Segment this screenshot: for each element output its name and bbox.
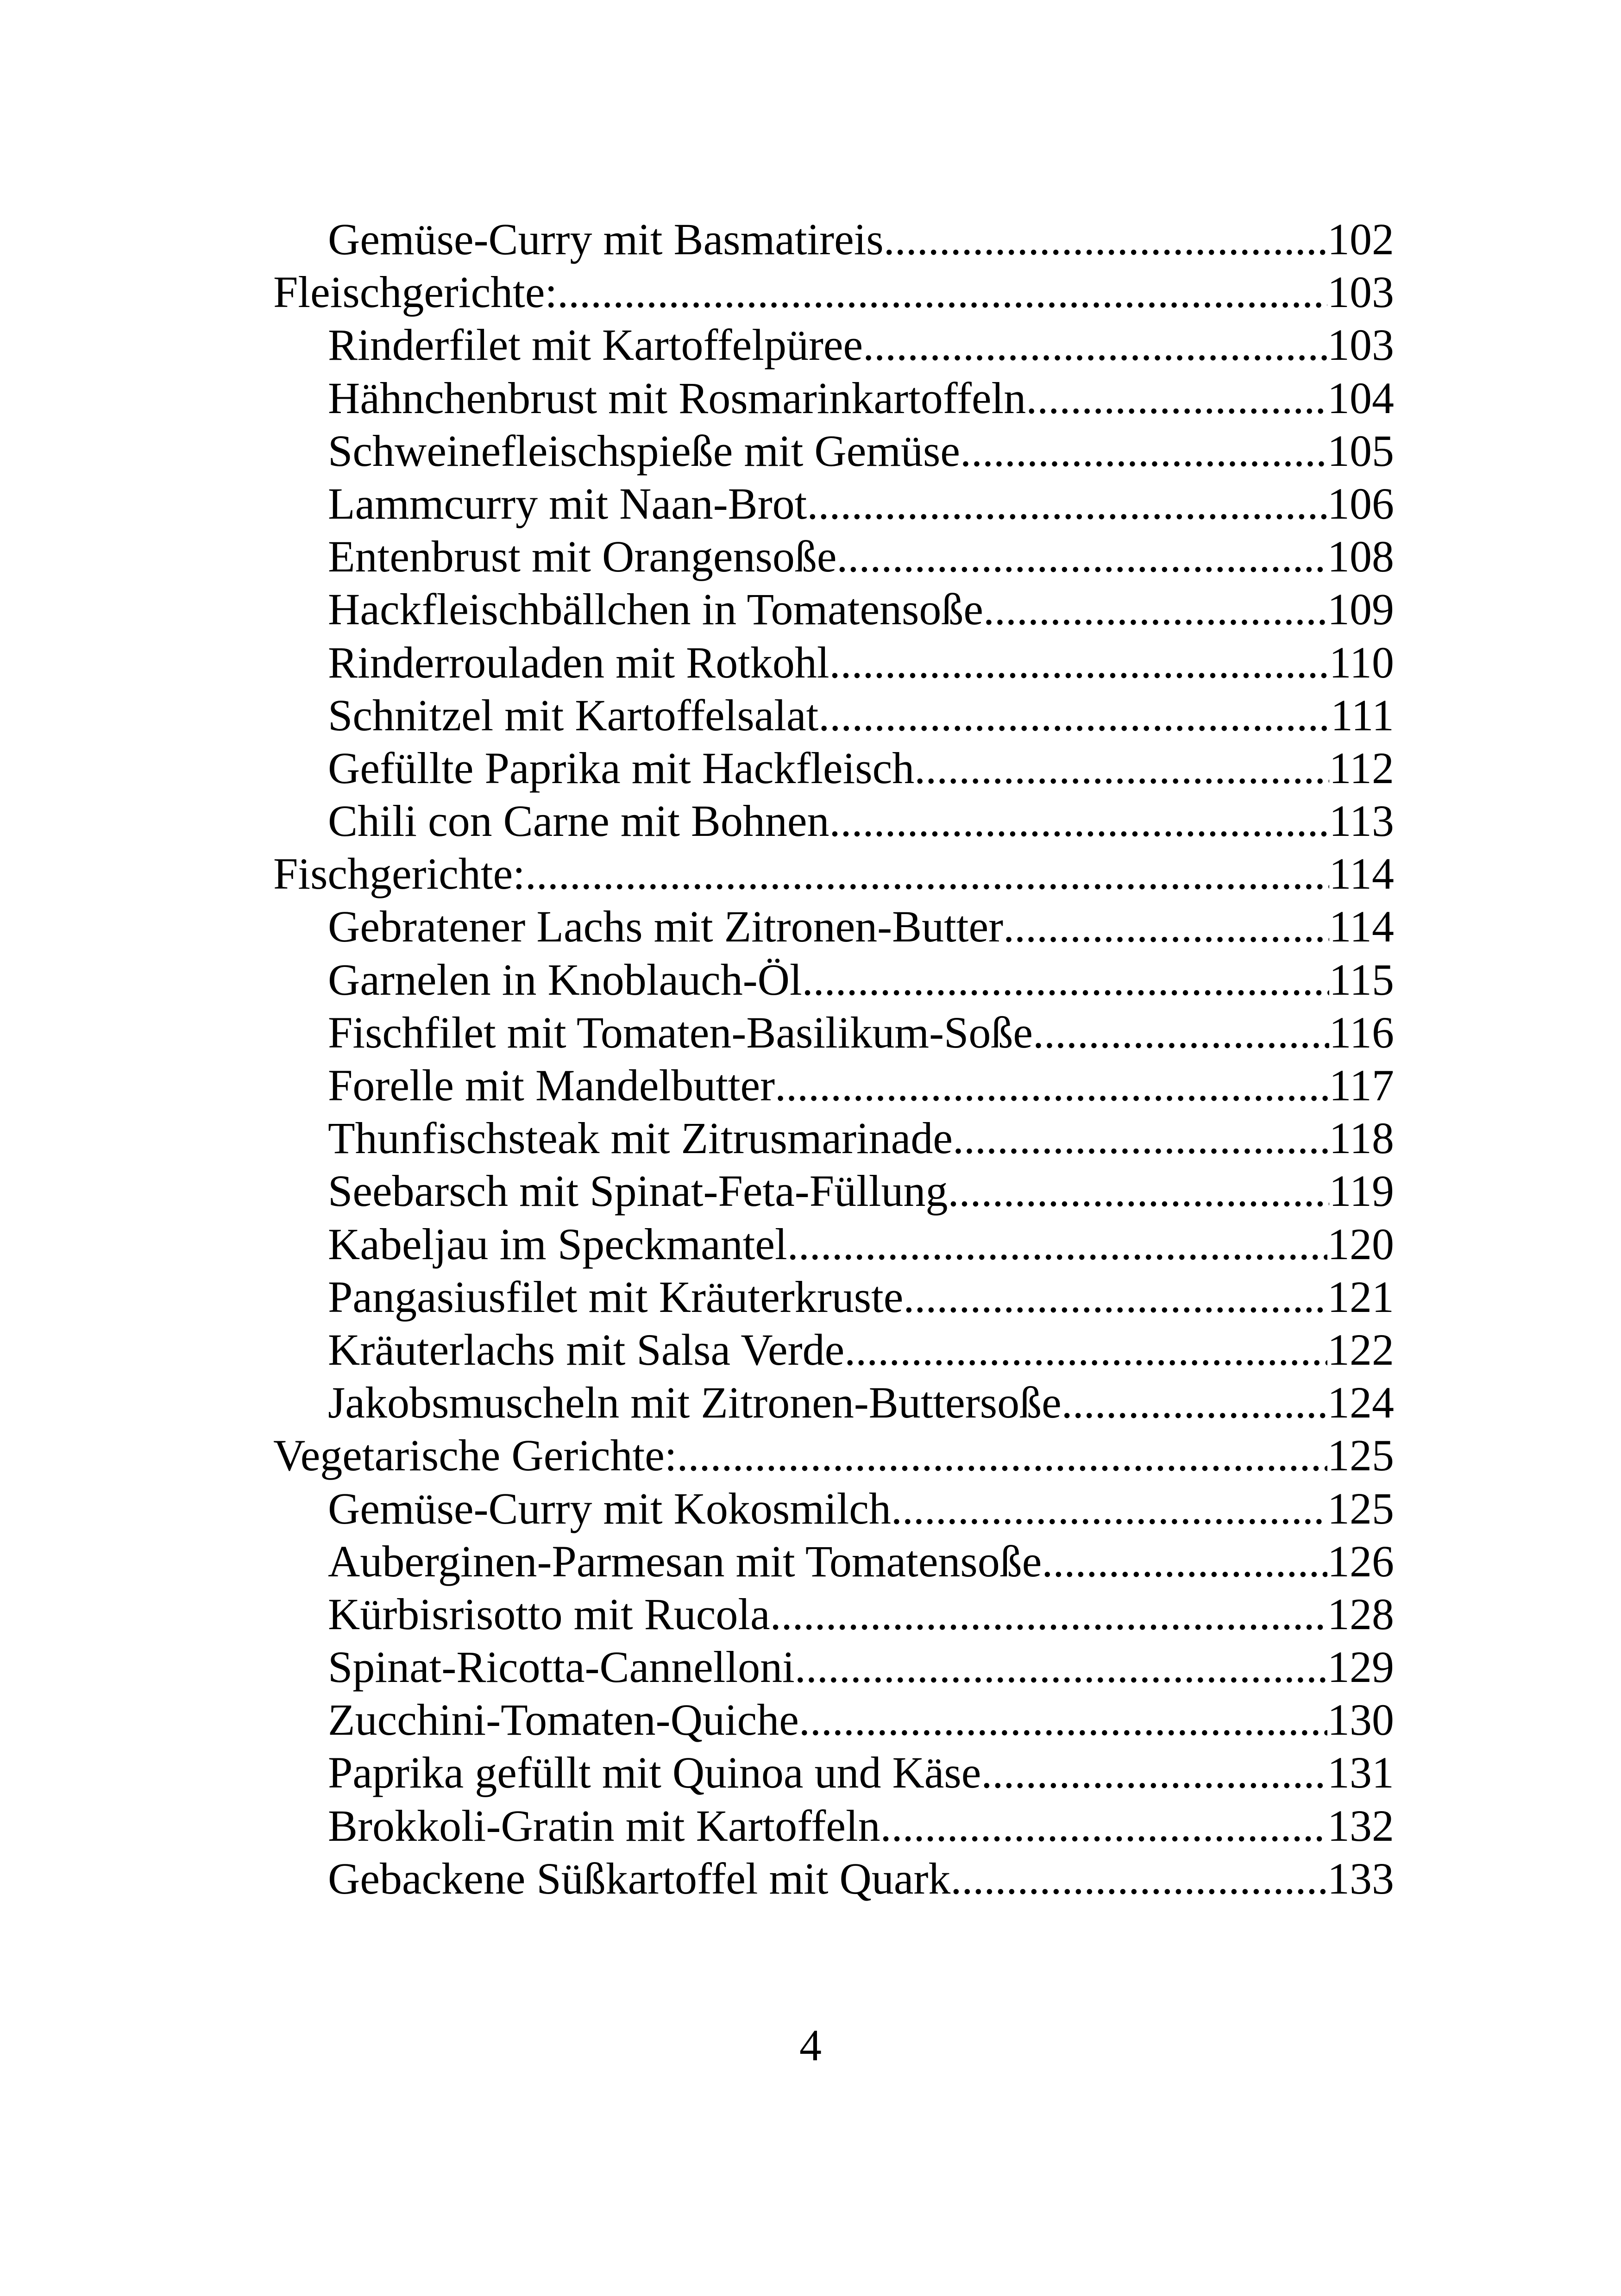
toc-entry <box>273 1482 1394 1535</box>
toc-entry-page: 117 <box>1329 1060 1394 1110</box>
toc-entry-title: Hackfleischbällchen in Tomatensoße <box>328 584 984 634</box>
toc-entry-page: 106 <box>1327 478 1394 528</box>
toc-dot-leader <box>836 530 1327 583</box>
toc-entry <box>273 1112 1394 1165</box>
toc-entry-page: 112 <box>1329 743 1394 793</box>
toc-entry-title: Brokkoli-Gratin mit Kartoffeln <box>328 1800 880 1851</box>
toc-entry <box>273 1535 1394 1588</box>
toc-entry-title: Kürbisrisotto mit Rucola <box>328 1589 770 1639</box>
toc-entry-page: 118 <box>1329 1113 1394 1163</box>
toc-entry-title: Fleischgerichte: <box>273 267 558 317</box>
toc-entry-page: 114 <box>1329 849 1394 899</box>
toc-entry-page: 114 <box>1329 902 1394 952</box>
toc-entry-page: 103 <box>1327 267 1394 317</box>
toc-entry-title: Forelle mit Mandelbutter <box>328 1060 775 1110</box>
toc-entry-page: 102 <box>1327 214 1394 264</box>
toc-dot-leader <box>884 213 1327 266</box>
toc-entry-title: Kräuterlachs mit Salsa Verde <box>328 1324 845 1374</box>
toc-entry-page: 124 <box>1327 1378 1394 1428</box>
toc-entry-title: Garnelen in Knoblauch-Öl <box>328 954 802 1004</box>
toc-entry <box>273 1641 1394 1694</box>
toc-entry <box>273 1694 1394 1746</box>
toc-dot-leader <box>914 742 1329 795</box>
toc-entry-title: Fischgerichte: <box>273 849 525 899</box>
toc-entry-page: 108 <box>1327 532 1394 582</box>
toc-entry <box>273 1006 1394 1059</box>
toc-entry <box>273 1059 1394 1112</box>
toc-entry <box>273 477 1394 530</box>
toc-section-entry <box>273 847 1394 900</box>
toc-entry-page: 119 <box>1329 1166 1394 1216</box>
toc-dot-leader <box>950 1852 1327 1905</box>
toc-dot-leader <box>891 1482 1327 1535</box>
toc-dot-leader <box>903 1271 1327 1324</box>
toc-entry-page: 128 <box>1327 1589 1394 1639</box>
toc-entry <box>273 689 1394 742</box>
page-number: 4 <box>799 2020 822 2070</box>
toc-entry-title: Entenbrust mit Orangensoße <box>328 532 837 582</box>
toc-entry <box>273 1271 1394 1324</box>
toc-entry <box>273 795 1394 847</box>
toc-entry <box>273 425 1394 477</box>
toc-entry <box>273 1588 1394 1641</box>
toc-entry-title: Pangasiusfilet mit Kräuterkruste <box>328 1272 904 1322</box>
toc-entry-page: 130 <box>1327 1695 1394 1745</box>
toc-entry-page: 120 <box>1327 1219 1394 1269</box>
toc-dot-leader <box>770 1588 1327 1641</box>
toc-dot-leader <box>1062 1376 1327 1429</box>
toc-entry <box>273 636 1394 689</box>
toc-entry <box>273 583 1394 636</box>
toc-entry-title: Rinderrouladen mit Rotkohl <box>328 637 829 687</box>
toc-entry-page: 129 <box>1327 1642 1394 1692</box>
toc-entry-page: 103 <box>1327 320 1394 370</box>
toc-entry-title: Vegetarische Gerichte: <box>273 1430 677 1480</box>
toc-section-entry <box>273 1429 1394 1482</box>
toc-entry <box>273 319 1394 371</box>
toc-dot-leader <box>802 954 1329 1006</box>
toc-entry-page: 121 <box>1327 1272 1394 1322</box>
toc-dot-leader <box>557 266 1327 319</box>
toc-entry-title: Gemüse-Curry mit Kokosmilch <box>328 1483 891 1533</box>
toc-entry-page: 110 <box>1329 637 1394 687</box>
toc-dot-leader <box>844 1324 1327 1376</box>
toc-entry-title: Lammcurry mit Naan-Brot <box>328 478 807 528</box>
toc-entry-title: Kabeljau im Speckmantel <box>328 1219 787 1269</box>
toc-entry-title: Gebratener Lachs mit Zitronen-Butter <box>328 902 1004 952</box>
toc-entry-page: 125 <box>1327 1430 1394 1480</box>
toc-entry-title: Chili con Carne mit Bohnen <box>328 796 829 846</box>
toc-dot-leader <box>1003 900 1329 953</box>
toc-entry-title: Seebarsch mit Spinat-Feta-Füllung <box>328 1166 948 1216</box>
toc-entry-page: 133 <box>1327 1853 1394 1903</box>
toc-entry-title: Jakobsmuscheln mit Zitronen-Buttersoße <box>328 1378 1062 1428</box>
toc-entry <box>273 742 1394 795</box>
toc-entry-page: 115 <box>1329 954 1394 1004</box>
toc-entry-page: 125 <box>1327 1483 1394 1533</box>
toc-entry-title: Zucchini-Tomaten-Quiche <box>328 1695 799 1745</box>
toc-entry-title: Schnitzel mit Kartoffelsalat <box>328 690 819 740</box>
toc-entry <box>273 1165 1394 1217</box>
toc-entry-title: Auberginen-Parmesan mit Tomatensoße <box>328 1536 1042 1586</box>
toc-entry-page: 132 <box>1327 1800 1394 1851</box>
toc-entry <box>273 954 1394 1006</box>
toc-dot-leader <box>1042 1535 1327 1588</box>
toc-dot-leader <box>948 1165 1329 1217</box>
toc-entry-title: Thunfischsteak mit Zitrusmarinade <box>328 1113 953 1163</box>
toc-entry-page: 131 <box>1327 1748 1394 1798</box>
toc-dot-leader <box>677 1429 1327 1482</box>
toc-dot-leader <box>807 477 1327 530</box>
toc-dot-leader <box>1026 372 1327 425</box>
toc-entry-title: Gebackene Süßkartoffel mit Quark <box>328 1853 951 1903</box>
toc-section-entry <box>273 266 1394 319</box>
toc-entry-title: Spinat-Ricotta-Cannelloni <box>328 1642 795 1692</box>
toc-dot-leader <box>795 1641 1327 1694</box>
toc-dot-leader <box>525 847 1329 900</box>
toc-entry-page: 105 <box>1327 426 1394 476</box>
toc-entry-page: 122 <box>1327 1324 1394 1374</box>
toc-entry <box>273 1852 1394 1905</box>
toc-entry <box>273 1746 1394 1799</box>
table-of-contents <box>273 213 1394 1905</box>
toc-entry-title: Gefüllte Paprika mit Hackfleisch <box>328 743 915 793</box>
toc-dot-leader <box>829 795 1329 847</box>
toc-dot-leader <box>863 319 1327 371</box>
toc-dot-leader <box>953 1112 1329 1165</box>
toc-dot-leader <box>829 636 1329 689</box>
toc-dot-leader <box>818 689 1331 742</box>
toc-entry <box>273 1218 1394 1271</box>
toc-dot-leader <box>1033 1006 1329 1059</box>
toc-entry <box>273 1324 1394 1376</box>
toc-entry <box>273 1800 1394 1852</box>
toc-dot-leader <box>960 425 1327 477</box>
toc-entry-page: 104 <box>1327 373 1394 423</box>
toc-entry-page: 111 <box>1331 690 1394 740</box>
toc-entry-page: 126 <box>1327 1536 1394 1586</box>
toc-dot-leader <box>983 583 1327 636</box>
toc-entry <box>273 213 1394 266</box>
toc-entry <box>273 900 1394 953</box>
toc-dot-leader <box>787 1218 1327 1271</box>
toc-entry <box>273 1376 1394 1429</box>
toc-dot-leader <box>880 1800 1327 1852</box>
toc-entry <box>273 372 1394 425</box>
toc-entry <box>273 530 1394 583</box>
toc-dot-leader <box>981 1746 1327 1799</box>
toc-entry-page: 109 <box>1327 584 1394 634</box>
toc-entry-title: Schweinefleischspieße mit Gemüse <box>328 426 960 476</box>
toc-entry-title: Paprika gefüllt mit Quinoa und Käse <box>328 1748 981 1798</box>
toc-dot-leader <box>799 1694 1327 1746</box>
toc-entry-title: Rinderfilet mit Kartoffelpüree <box>328 320 863 370</box>
toc-entry-title: Hähnchenbrust mit Rosmarinkartoffeln <box>328 373 1026 423</box>
toc-entry-title: Fischfilet mit Tomaten-Basilikum-Soße <box>328 1007 1033 1057</box>
toc-entry-page: 113 <box>1329 796 1394 846</box>
toc-entry-page: 116 <box>1329 1007 1394 1057</box>
toc-dot-leader <box>775 1059 1329 1112</box>
toc-entry-title: Gemüse-Curry mit Basmatireis <box>328 214 884 264</box>
